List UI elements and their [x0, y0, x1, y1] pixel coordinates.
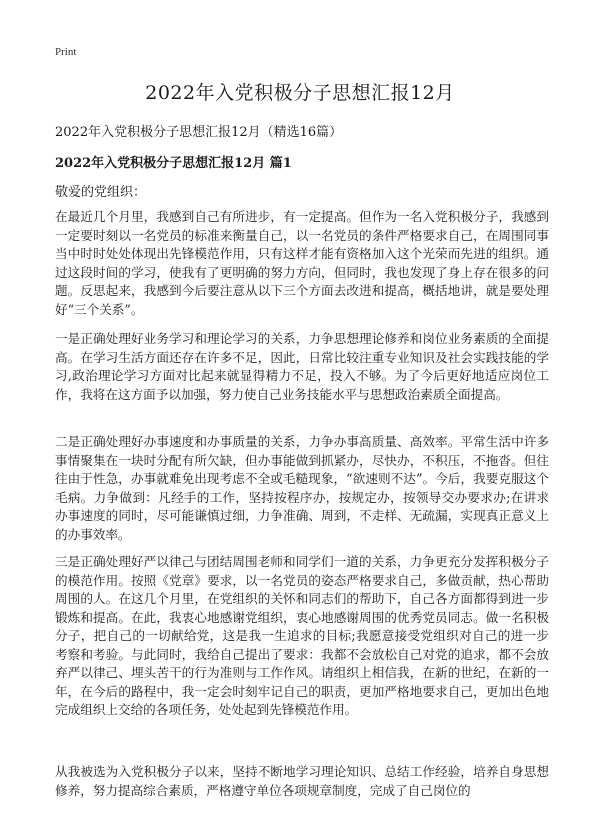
document-subtitle: 2022年入党积极分子思想汇报12月（精选16篇） — [55, 125, 343, 140]
salutation: 敬爱的党组织： — [55, 185, 147, 200]
paragraph: 从我被选为入党积极分子以来，坚持不断地学习理论知识、总结工作经验，培养自身思想修养，努力提高综合素质，严格遵守单位各项规章制度，完成了自己岗位的 — [55, 764, 549, 798]
paragraph: 在最近几个月里，我感到自己有所进步，有一定提高。但作为一名入党积极分子，我感到一定要时刻以一名党员的标准来衡量自己，以一名党员的条件严格要求自己，在周围同事当中时时处处体现出先锋模范作用，只有这样才能有资格加入这个光荣而先进的组织。通过这段时间的学习，使我有了更明确的努力方向，但同时，我也发现了身上存在很多的问题。反思起来，我感到今后要注意从以下三个方面去改进和提高，概括地讲，就是要处理好“三个关系”。 — [55, 209, 549, 317]
section-heading: 2022年入党积极分子思想汇报12月 篇1 — [55, 156, 292, 171]
paragraph: 一是正确处理好业务学习和理论学习的关系，力争思想理论修养和岗位业务素质的全面提高。在学习生活方面还存在许多不足，因此，日常比较注重专业知识及社会实践技能的学习,政治理论学习方面对比起来就显得精力不足，投入不够。为了今后更好地适应岗位工作，我将在这方面予以加强，努力使自己业务技能水平与思想政治素质全面提高。 — [55, 331, 549, 402]
paragraph: 二是正确处理好办事速度和办事质量的关系，力争办事高质量、高效率。平常生活中许多事情聚集在一块时分配有所欠缺，但办事能做到抓紧办，尽快办，不积压，不拖沓。但往往由于性急，办事就难免出现考虑不全或毛糙现象，“欲速则不达”。今后，我要克服这个毛病。力争做到：凡经手的工作，坚持按程序办，按规定办，按领导交办要求办;在讲求办事速度的同时，尽可能谦慎过细，力争准确、周到，不走样、无疏漏，实现真正意义上的办事效率。 — [55, 434, 549, 542]
paragraph: 三是正确处理好严以律己与团结周围老师和同学们一道的关系，力争更充分发挥积极分子的模范作用。按照《党章》要求，以一名党员的姿态严格要求自己，多做贡献，热心帮助周围的人。在这几个月里，在党组织的关怀和同志们的帮助下，自己各方面都得到进一步锻炼和提高。在此，我衷心地感谢党组织，衷心地感谢周围的优秀党员同志。做一名积极分子，把自己的一切献给党，这是我一生追求的目标;我愿意接受党组织对自己的进一步考察和考验。与此同时，我给自己提出了要求：我都不会放松自己对党的追求，都不会放弃严以律己、埋头苦干的行为准则与工作作风。请组织上相信我，在新的世纪，在新的一年，在今后的路程中，我一定会时刻牢记自己的职责，更加严格地要求自己，更加出色地完成组织上交给的各项任务，处处起到先锋模范作用。 — [55, 554, 549, 717]
print-label: Print — [55, 46, 77, 58]
page-title: 2022年入党积极分子思想汇报12月 — [145, 82, 455, 104]
